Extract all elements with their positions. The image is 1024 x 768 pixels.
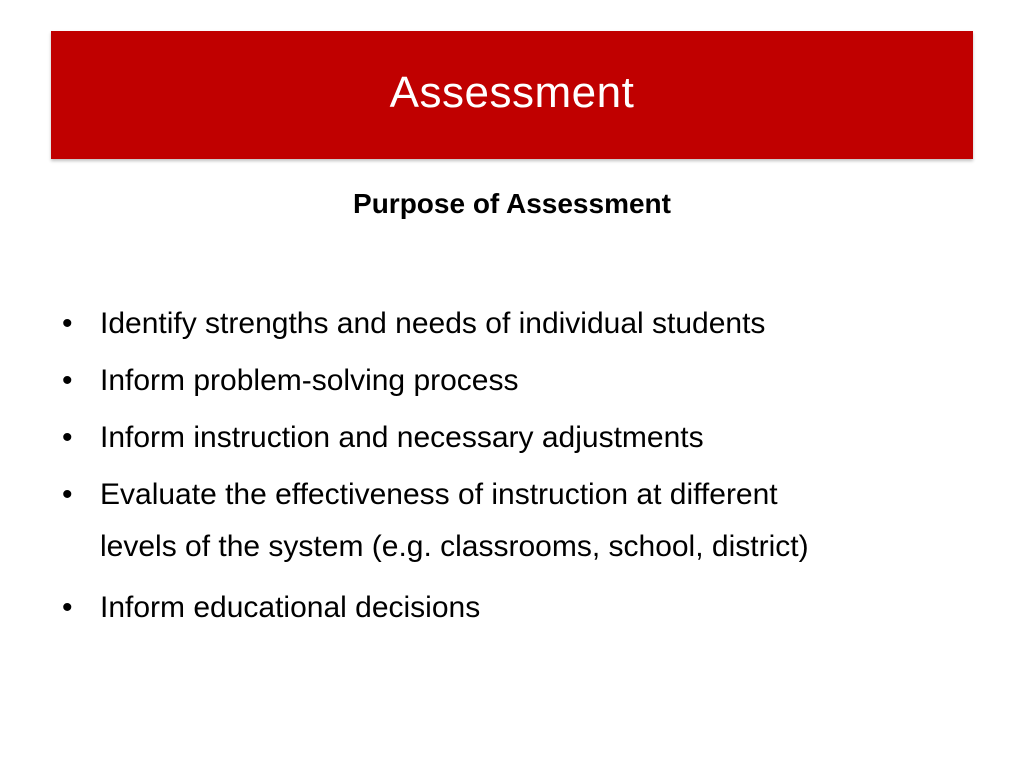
bullet-item xyxy=(62,416,982,460)
bullet-icon: • xyxy=(62,421,73,454)
bullet-item xyxy=(62,302,982,346)
bullet-list xyxy=(62,302,982,643)
bullet-icon: • xyxy=(62,307,73,340)
bullet-item xyxy=(62,473,982,573)
bullet-item xyxy=(62,586,982,630)
slide-title: Assessment xyxy=(389,68,635,117)
bullet-icon: • xyxy=(62,478,73,511)
bullet-text: Evaluate the effectiveness of instruction at different levels of the system (e.g. classrooms, school, district) xyxy=(100,478,809,563)
bullet-item xyxy=(62,359,982,403)
title-banner xyxy=(51,31,973,159)
bullet-text: Inform educational decisions xyxy=(100,591,481,624)
bullet-icon: • xyxy=(62,591,73,624)
bullet-text: Identify strengths and needs of individual students xyxy=(100,307,766,340)
bullet-icon: • xyxy=(62,364,73,397)
bullet-text: Inform instruction and necessary adjustments xyxy=(100,421,704,454)
bullet-text: Inform problem-solving process xyxy=(100,364,519,397)
slide-subtitle: Purpose of Assessment xyxy=(353,188,671,219)
